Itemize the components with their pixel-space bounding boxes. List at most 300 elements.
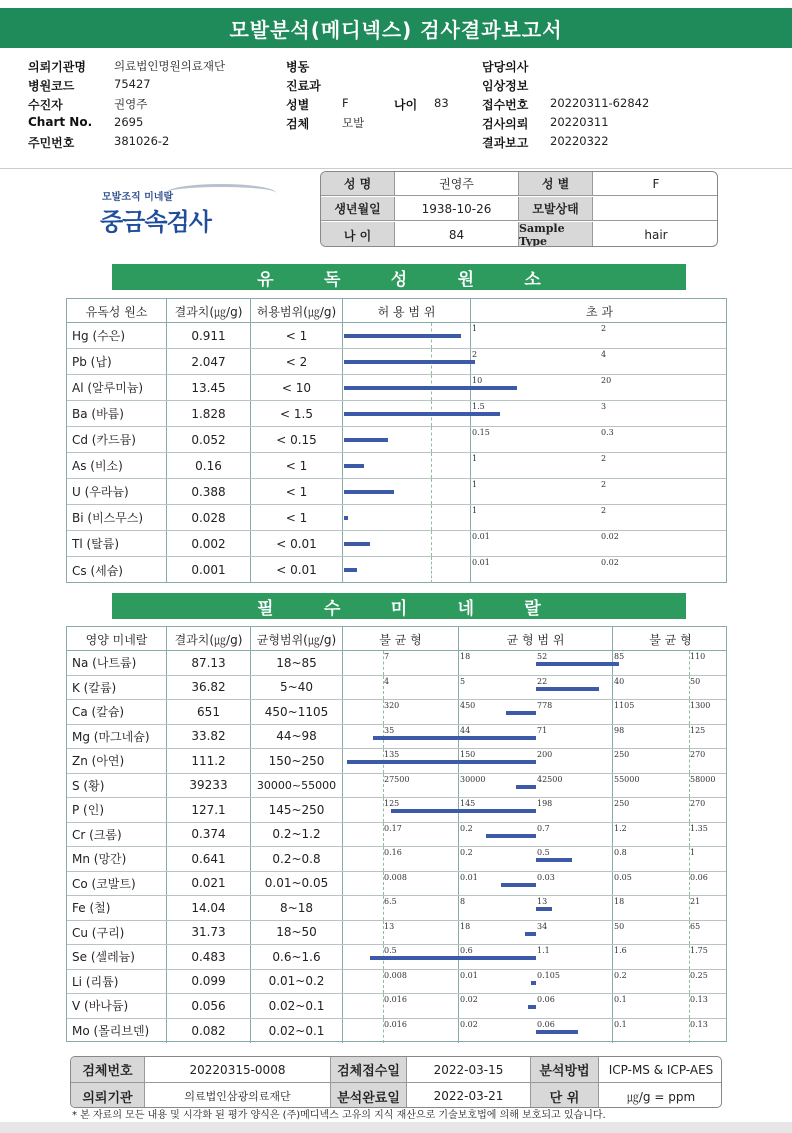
tick-label: 0.03 — [537, 872, 555, 882]
tick-label: 42500 — [537, 774, 563, 784]
result-value: 651 — [167, 700, 251, 724]
info-label: 의뢰기관명 — [28, 60, 86, 74]
result-value: 0.002 — [167, 531, 251, 556]
info-label: Chart No. — [28, 115, 93, 129]
toxic-row — [67, 323, 726, 349]
result-value: 0.056 — [167, 994, 251, 1018]
result-bar — [373, 736, 536, 740]
balance-range: 0.6~1.6 — [251, 945, 343, 969]
tick-label: 4 — [601, 350, 607, 359]
low-cell — [343, 921, 459, 945]
tick-label: 1.5 — [472, 402, 485, 411]
result-value: 127.1 — [167, 798, 251, 822]
balance-range: 150~250 — [251, 749, 343, 773]
tick-label: 0.5 — [537, 848, 550, 857]
balance-range: 18~85 — [251, 651, 343, 675]
info-value: 20220322 — [550, 134, 609, 148]
result-value: 0.082 — [167, 1019, 251, 1044]
result-bar — [370, 956, 536, 960]
over-cell — [471, 505, 728, 530]
tick-label: 0.05 — [614, 872, 632, 882]
mineral-header-name: 영양 미네랄 — [67, 627, 167, 651]
result-value: 0.911 — [167, 323, 251, 348]
logo-subtitle: 모발조직 미네랄 — [102, 192, 174, 203]
toxic-header-result: 결과치(㎍/g) — [167, 299, 251, 323]
age-label: 나 이 — [321, 222, 395, 247]
tick-label: 1300 — [690, 701, 711, 710]
tick-label: 2 — [601, 480, 607, 489]
specimen-no-value: 20220315-0008 — [145, 1057, 331, 1083]
tick-label: 0.1 — [614, 995, 627, 1004]
mineral-table-header — [67, 627, 726, 651]
element-name: Cd (카드뮴) — [67, 427, 167, 452]
allowed-range: < 2 — [251, 349, 343, 374]
toxic-table — [66, 298, 727, 583]
result-bar — [344, 516, 348, 520]
tick-label: 65 — [690, 921, 701, 931]
element-name: Fe (철) — [67, 896, 167, 920]
element-name: Ca (칼슘) — [67, 700, 167, 724]
tick-label: 50 — [614, 921, 625, 931]
low-cell — [343, 651, 459, 675]
result-value: 2.047 — [167, 349, 251, 374]
result-bar — [516, 785, 536, 789]
result-bar — [344, 412, 500, 416]
high-cell — [613, 921, 728, 945]
tick-label: 0.5 — [384, 946, 397, 955]
info-label: 병동 — [286, 60, 310, 74]
tick-label: 44 — [460, 725, 471, 735]
sample-type-value: hair — [644, 228, 668, 242]
section-char: 소 — [524, 269, 541, 290]
result-bar — [344, 542, 370, 546]
tick-label: 2 — [601, 324, 607, 333]
info-label: 주민번호 — [28, 136, 75, 150]
mineral-row — [67, 774, 726, 799]
tick-label: 1.75 — [690, 946, 708, 955]
unit-label: 단 위 — [531, 1083, 599, 1108]
tick-label: 0.01 — [460, 970, 478, 980]
toxic-header-allow: 허 용 범 위 — [343, 299, 471, 323]
over-cell — [471, 479, 728, 504]
over-cell — [471, 453, 728, 478]
tick-label: 0.6 — [460, 946, 473, 955]
result-bar — [528, 1005, 536, 1009]
logo — [96, 184, 276, 244]
tick-label: 18 — [460, 921, 471, 931]
balance-cell — [459, 921, 613, 945]
info-label: 수진자 — [28, 98, 63, 112]
tick-label: 18 — [460, 652, 471, 661]
allowed-range: < 1 — [251, 479, 343, 504]
allowed-range: < 0.15 — [251, 427, 343, 452]
balance-range: 18~50 — [251, 921, 343, 945]
method-value: ICP-MS & ICP-AES — [599, 1057, 722, 1083]
balance-cell — [459, 700, 613, 724]
info-label: 진료과 — [286, 79, 321, 93]
element-name: Mg (마그네슘) — [67, 725, 167, 749]
element-name: Mn (망간) — [67, 847, 167, 871]
result-bar — [536, 687, 599, 691]
info-label: 병원코드 — [28, 79, 75, 93]
result-bar — [486, 834, 536, 838]
tick-label: 0.008 — [384, 970, 407, 980]
element-name: Na (나트륨) — [67, 651, 167, 675]
tick-label: 0.16 — [384, 848, 402, 857]
over-cell — [471, 531, 728, 556]
mineral-row — [67, 676, 726, 701]
element-name: Li (리튬) — [67, 970, 167, 994]
tick-label: 85 — [614, 652, 625, 661]
result-value: 0.001 — [167, 557, 251, 583]
section-char: 원 — [457, 269, 474, 290]
tick-label: 0.25 — [690, 970, 708, 980]
info-value: 20220311 — [550, 115, 609, 129]
toxic-table-header — [67, 299, 726, 323]
low-cell — [343, 896, 459, 920]
element-name: K (칼륨) — [67, 676, 167, 700]
balance-range: 0.2~1.2 — [251, 823, 343, 847]
tick-label: 18 — [614, 897, 625, 906]
toxic-row — [67, 557, 726, 583]
high-cell — [613, 945, 728, 969]
tick-label: 0.13 — [690, 1019, 708, 1029]
allow-cell — [343, 505, 471, 530]
element-name: Co (코발트) — [67, 872, 167, 896]
mineral-row — [67, 921, 726, 946]
info-value: 권영주 — [114, 97, 148, 111]
element-name: Cu (구리) — [67, 921, 167, 945]
done-date-value: 2022-03-21 — [407, 1083, 531, 1108]
toxic-section-bar — [112, 264, 686, 290]
tick-label: 4 — [384, 676, 390, 686]
tick-label: 450 — [460, 701, 476, 710]
mineral-row — [67, 945, 726, 970]
tick-label: 0.016 — [384, 995, 407, 1004]
section-char: 네 — [457, 598, 474, 619]
info-value: 2695 — [114, 115, 144, 129]
balance-range: 0.2~0.8 — [251, 847, 343, 871]
age-value: 84 — [395, 222, 519, 247]
mineral-header-result: 결과치(㎍/g) — [167, 627, 251, 651]
element-name: As (비소) — [67, 453, 167, 478]
allow-cell — [343, 557, 471, 583]
tick-label: 320 — [384, 701, 400, 710]
tick-label: 1 — [472, 506, 478, 515]
high-cell — [613, 798, 728, 822]
element-name: Mo (몰리브덴) — [67, 1019, 167, 1044]
high-cell — [613, 1019, 728, 1044]
toxic-row — [67, 479, 726, 505]
mineral-row — [67, 847, 726, 872]
tick-label: 30000 — [460, 774, 486, 784]
allow-guide — [431, 505, 432, 530]
result-bar — [536, 662, 619, 666]
tick-label: 110 — [690, 652, 706, 661]
result-bar — [344, 438, 388, 442]
allow-guide — [431, 557, 432, 583]
section-char: 랄 — [524, 598, 541, 619]
result-value: 87.13 — [167, 651, 251, 675]
high-cell — [613, 847, 728, 871]
tick-label: 1.1 — [537, 946, 550, 955]
high-cell — [613, 970, 728, 994]
section-char: 독 — [323, 269, 341, 290]
mineral-row — [67, 798, 726, 823]
result-bar — [344, 568, 357, 572]
hair-state-value — [593, 197, 718, 221]
tick-label: 55000 — [614, 774, 640, 784]
tick-label: 20 — [601, 376, 612, 385]
low-cell — [343, 676, 459, 700]
high-cell — [613, 676, 728, 700]
high-cell — [613, 994, 728, 1018]
allowed-range: < 1 — [251, 453, 343, 478]
result-bar — [344, 490, 394, 494]
result-bar — [531, 981, 536, 985]
info-label: 검체 — [286, 117, 310, 131]
balance-range: 0.01~0.05 — [251, 872, 343, 896]
element-name: P (인) — [67, 798, 167, 822]
tick-label: 35 — [384, 725, 395, 735]
section-char: 유 — [257, 269, 274, 290]
element-name: Pb (납) — [67, 349, 167, 374]
info-row — [28, 113, 768, 132]
tick-label: 0.15 — [472, 428, 490, 437]
dob-label: 생년월일 — [321, 197, 395, 221]
allow-guide — [431, 427, 432, 452]
tick-label: 0.01 — [472, 558, 490, 567]
over-cell — [471, 349, 728, 374]
element-name: Cs (세슘) — [67, 557, 167, 583]
result-value: 36.82 — [167, 676, 251, 700]
info-value: 모발 — [342, 116, 365, 130]
tick-label: 135 — [384, 750, 400, 759]
age-label: 나이 — [394, 98, 418, 112]
tick-label: 0.3 — [601, 428, 614, 437]
result-bar — [344, 360, 475, 364]
header-info — [28, 56, 768, 151]
allowed-range: < 0.01 — [251, 531, 343, 556]
toxic-header-name: 유독성 원소 — [67, 299, 167, 323]
balance-cell — [459, 970, 613, 994]
over-cell — [471, 557, 728, 583]
mineral-table — [66, 626, 727, 1042]
result-bar — [501, 883, 536, 887]
element-name: Cr (크롬) — [67, 823, 167, 847]
high-cell — [613, 896, 728, 920]
mineral-row — [67, 823, 726, 848]
tick-label: 34 — [537, 921, 548, 931]
element-name: Hg (수은) — [67, 323, 167, 348]
info-label: 담당의사 — [482, 60, 529, 74]
info-value: 75427 — [114, 77, 151, 91]
result-bar — [536, 1030, 578, 1034]
info-label: 접수번호 — [482, 98, 529, 112]
result-value: 0.028 — [167, 505, 251, 530]
toxic-row — [67, 427, 726, 453]
result-value: 0.374 — [167, 823, 251, 847]
tick-label: 58000 — [690, 774, 716, 784]
tick-label: 50 — [690, 676, 701, 686]
result-bar — [525, 932, 536, 936]
header-divider — [0, 168, 792, 169]
toxic-row — [67, 453, 726, 479]
tick-label: 0.2 — [614, 970, 627, 980]
mineral-row — [67, 872, 726, 897]
result-value: 31.73 — [167, 921, 251, 945]
tick-label: 1 — [472, 454, 478, 463]
allowed-range: < 1 — [251, 323, 343, 348]
tick-label: 270 — [690, 799, 706, 808]
tick-label: 0.02 — [601, 558, 619, 567]
over-cell — [471, 323, 728, 348]
tick-label: 1 — [690, 848, 696, 857]
tick-label: 3 — [601, 402, 607, 411]
tick-label: 1.2 — [614, 823, 627, 833]
toxic-row — [67, 375, 726, 401]
mineral-row — [67, 970, 726, 995]
result-bar — [391, 809, 536, 813]
tick-label: 145 — [460, 799, 476, 808]
tick-label: 22 — [537, 676, 548, 686]
specimen-no-label: 검체번호 — [71, 1057, 145, 1083]
tick-label: 5 — [460, 676, 466, 686]
method-label: 분석방법 — [531, 1057, 599, 1083]
done-date-label: 분석완료일 — [331, 1083, 407, 1108]
tick-label: 2 — [601, 454, 607, 463]
high-cell — [613, 749, 728, 773]
element-name: V (바나듐) — [67, 994, 167, 1018]
tick-label: 0.105 — [537, 970, 560, 980]
mineral-header-high: 불 균 형 — [649, 632, 692, 647]
balance-cell — [459, 994, 613, 1018]
allowed-range: < 1 — [251, 505, 343, 530]
tick-label: 0.06 — [537, 995, 555, 1004]
toxic-row — [67, 531, 726, 557]
tick-label: 0.02 — [460, 1019, 478, 1029]
over-cell — [471, 427, 728, 452]
tick-label: 125 — [384, 799, 400, 808]
tick-label: 13 — [537, 897, 548, 906]
tick-label: 0.2 — [460, 823, 473, 833]
mineral-row — [67, 725, 726, 750]
result-value: 39233 — [167, 774, 251, 798]
toxic-row — [67, 349, 726, 375]
balance-range: 0.02~0.1 — [251, 994, 343, 1018]
age-value: 83 — [434, 96, 449, 110]
mineral-row — [67, 700, 726, 725]
result-bar — [347, 760, 536, 764]
balance-cell — [459, 872, 613, 896]
toxic-row — [67, 401, 726, 427]
tick-label: 250 — [614, 750, 630, 759]
tick-label: 0.06 — [537, 1019, 555, 1029]
tick-label: 2 — [601, 506, 607, 515]
result-value: 33.82 — [167, 725, 251, 749]
tick-label: 1105 — [614, 701, 635, 710]
result-value: 1.828 — [167, 401, 251, 426]
result-value: 14.04 — [167, 896, 251, 920]
tick-label: 0.17 — [384, 823, 402, 833]
tick-label: 10 — [472, 376, 483, 385]
info-label: 검사의뢰 — [482, 117, 529, 131]
toxic-header-over: 초 과 — [586, 304, 613, 319]
result-value: 0.483 — [167, 945, 251, 969]
result-value: 0.052 — [167, 427, 251, 452]
allow-guide — [431, 479, 432, 504]
balance-range: 5~40 — [251, 676, 343, 700]
over-cell — [471, 401, 728, 426]
mineral-row — [67, 1019, 726, 1044]
tick-label: 0.8 — [614, 848, 627, 857]
tick-label: 0.02 — [460, 995, 478, 1004]
info-value: F — [342, 96, 349, 110]
tick-label: 52 — [537, 652, 548, 661]
allowed-range: < 10 — [251, 375, 343, 400]
bottom-strip — [0, 1122, 792, 1133]
tick-label: 27500 — [384, 774, 410, 784]
receipt-date-value: 2022-03-15 — [407, 1057, 531, 1083]
info-row — [28, 56, 768, 75]
info-label: 성별 — [286, 98, 310, 112]
info-value: 의료법인명원의료재단 — [114, 59, 226, 73]
balance-range: 450~1105 — [251, 700, 343, 724]
tick-label: 98 — [614, 725, 625, 735]
result-value: 0.021 — [167, 872, 251, 896]
sex-value: F — [593, 172, 718, 196]
analysis-info-box — [70, 1056, 722, 1108]
allowed-range: < 0.01 — [251, 557, 343, 583]
tick-label: 13 — [384, 921, 395, 931]
logo-arc — [166, 184, 276, 202]
balance-cell — [459, 823, 613, 847]
tick-label: 0.13 — [690, 995, 708, 1004]
org-value: 의료법인삼광의료재단 — [145, 1083, 331, 1108]
section-char: 필 — [257, 598, 274, 619]
element-name: Al (알루미늄) — [67, 375, 167, 400]
allow-guide — [431, 531, 432, 556]
name-value: 권영주 — [395, 172, 519, 196]
footnote: * 본 자료의 모든 내용 및 시각화 된 평가 양식은 (주)메디넥스 고유의 지식 재산으로 기술보호법에 의해 보호되고 있습니다. — [72, 1110, 606, 1121]
toxic-header-range: 허용범위(㎍/g) — [251, 299, 343, 323]
tick-label: 0.2 — [460, 848, 473, 857]
tick-label: 200 — [537, 750, 553, 759]
balance-range: 145~250 — [251, 798, 343, 822]
tick-label: 40 — [614, 676, 625, 686]
mineral-row — [67, 994, 726, 1019]
result-bar — [536, 907, 552, 911]
section-char: 수 — [323, 598, 341, 619]
tick-label: 1.35 — [690, 823, 708, 833]
mineral-header-balance: 균 형 범 위 — [459, 627, 613, 651]
result-bar — [344, 334, 461, 338]
high-cell — [613, 725, 728, 749]
mineral-row — [67, 896, 726, 921]
info-value: 20220311-62842 — [550, 96, 650, 110]
mineral-header-range: 균형범위(㎍/g) — [251, 627, 343, 651]
result-bar — [344, 386, 517, 390]
element-name: S (황) — [67, 774, 167, 798]
hair-state-label: 모발상태 — [519, 197, 593, 221]
balance-range: 0.01~0.2 — [251, 970, 343, 994]
result-value: 0.099 — [167, 970, 251, 994]
info-row — [28, 94, 768, 113]
sex-label: 성 별 — [519, 172, 593, 196]
receipt-date-label: 검체접수일 — [331, 1057, 407, 1083]
tick-label: 0.016 — [384, 1019, 407, 1029]
tick-label: 7 — [384, 652, 390, 661]
